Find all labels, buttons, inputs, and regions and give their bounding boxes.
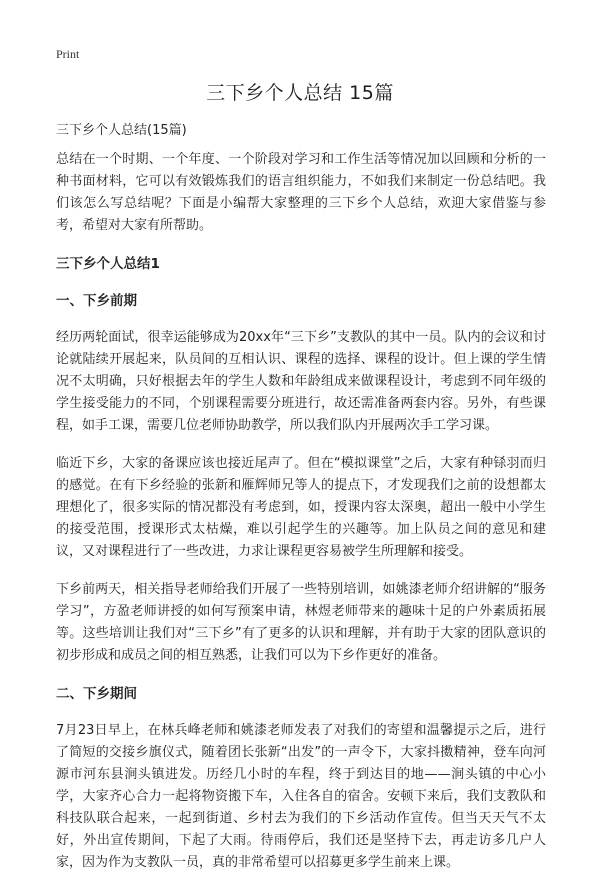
document-title: 三下乡个人总结 15篇 <box>206 82 394 104</box>
section1-heading: 一、下乡前期 <box>56 293 137 309</box>
section1-paragraph-2: 临近下乡，大家的备课应该也接近尾声了。但在“模拟课堂”之后，大家有种铩羽而归的感觉。在有下乡经验的张新和雁辉师兄等人的提点下，才发现我们之前的设想都太理想化了，很多实际的情况都没有考虑到，如，授课内容太深奥，超出一般中小学生的接受范围，授课形式太枯燥，难以引起学生的兴趣等。加上队员之间的意见和建议，又对课程进行了一些改进，力求让课程更容易被学生所理解和接受。 <box>56 456 546 559</box>
document-subtitle: 三下乡个人总结(15篇) <box>56 123 187 138</box>
section2-heading: 二、下乡期间 <box>56 686 137 702</box>
document-body <box>56 120 546 890</box>
section2-paragraph-1: 7月23日早上，在林兵峰老师和姚漆老师发表了对我们的寄望和温馨提示之后，进行了简短的交接乡旗仪式，随着团长张新“出发”的一声令下，大家抖擞精神，登车向河源市河东县涧头镇进发。历经几小时的车程，终于到达目的地——涧头镇的中心小学，大家齐心合力一起将物资搬下车，入住各自的宿舍。安顿下来后，我们支教队和科技队联合起来，一起到街道、乡村去为我们的下乡活动作宣传。但当天天气不太好，外出宣传期间，下起了大雨。待雨停后，我们还是坚持下去，再走访多几户人家，因为作为支教队一员，真的非常希望可以招募更多学生前来上课。 <box>56 723 546 870</box>
section1-paragraph-1: 经历两轮面试，很幸运能够成为20xx年“三下乡”支教队的其中一员。队内的会议和讨论就陆续开展起来，队员间的互相认识、课程的选择、课程的设计。但上课的学生情况不太明确，只好根据去年的学生人数和年龄组成来做课程设计，考虑到不同年级的学生接受能力的不同，个别课程需要分班进行，故还需准备两套内容。另外，有些课程，如手工课，需要几位老师协助教学，所以我们队内开展两次手工学习课。 <box>56 330 546 433</box>
print-label: Print <box>56 47 80 61</box>
section1-paragraph-3: 下乡前两天，相关指导老师给我们开展了一些特别培训，如姚漆老师介绍讲解的“服务学习”，方盈老师讲授的如何写预案申请，林煜老师带来的趣味十足的户外素质拓展等。这些培训让我们对“三下乡”有了更多的认识和理解，并有助于大家的团队意识的初步形成和成员之间的相互熟悉，让我们可以为下乡作更好的准备。 <box>56 582 546 663</box>
article-heading: 三下乡个人总结1 <box>56 256 160 272</box>
intro-paragraph: 总结在一个时期、一个年度、一个阶段对学习和工作生活等情况加以回顾和分析的一种书面材料，它可以有效锻炼我们的语言组织能力，不如我们来制定一份总结吧。我们该怎么写总结呢？下面是小编帮大家整理的三下乡个人总结，欢迎大家借鉴与参考，希望对大家有所帮助。 <box>56 152 546 233</box>
